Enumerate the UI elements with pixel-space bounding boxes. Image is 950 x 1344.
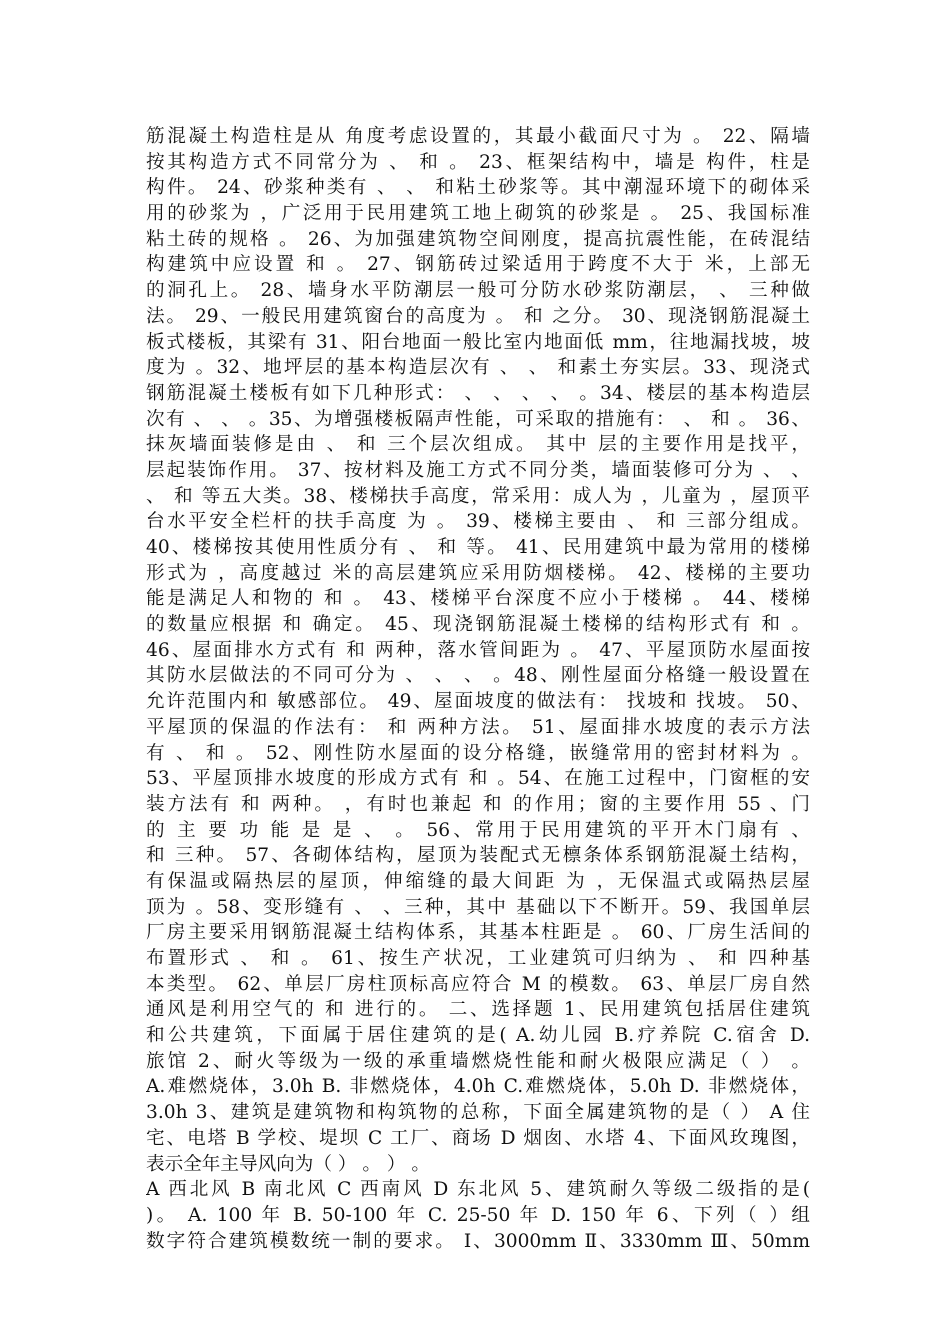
text-line: A 西北风 B 南北风 C 西南风 D 东北风 5、建筑耐久等级二级指的是( bbox=[146, 1179, 810, 1201]
text-line: 台水平安全栏杆的扶手高度 为 。 39、楼梯主要由 、 和 三部分组成。 bbox=[146, 511, 810, 533]
text-line: 构建筑中应设置 和 。 27、钢筋砖过梁适用于跨度不大于 米，上部无 bbox=[146, 254, 810, 276]
text-line: 宅、电塔 B 学校、堤坝 C 工厂、商场 D 烟囱、水塔 4、下面风玫瑰图， bbox=[146, 1127, 810, 1149]
text-line: 平屋顶的保温的作法有： 和 两种方法。 51、屋面排水坡度的表示方法 bbox=[146, 716, 810, 738]
text-line: 其防水层做法的不同可分为 、 、 、 。48、刚性屋面分格缝一般设置在 bbox=[146, 665, 810, 687]
text-line: 能是满足人和物的 和 。 43、楼梯平台深度不应小于楼梯 。 44、楼梯 bbox=[146, 588, 810, 610]
text-line: 板式楼板，其梁有 31、阳台地面一般比室内地面低 mm，往地漏找坡，坡 bbox=[146, 331, 810, 353]
text-line: 40、楼梯按其使用性质分有 、 和 等。 41、民用建筑中最为常用的楼梯 bbox=[146, 537, 810, 558]
text-line: 有 、 和 。 52、刚性防水屋面的设分格缝，嵌缝常用的密封材料为 。 bbox=[146, 742, 810, 764]
text-line: )。 A. 100 年 B. 50-100 年 C. 25-50 年 D. 150 年 6、下列（ ）组 bbox=[146, 1204, 810, 1226]
text-line: 抹灰墙面装修是由 、 和 三个层次组成。 其中 层的主要作用是找平， bbox=[146, 434, 810, 456]
text-line: 本类型。 62、单层厂房柱顶标高应符合 M 的模数。 63、单层厂房自然 bbox=[146, 973, 810, 995]
text-line: 旅馆 2、耐火等级为一级的承重墙燃烧性能和耐火极限应满足（ ） 。 bbox=[146, 1050, 810, 1072]
text-line: 层起装饰作用。 37、按材料及施工方式不同分类，墙面装修可分为 、 、 bbox=[146, 459, 810, 481]
document-body bbox=[146, 124, 810, 1254]
text-line: 装方法有 和 两种。 ，有时也兼起 和 的作用；窗的主要作用 55 、门 bbox=[146, 793, 810, 815]
text-line: 53、平屋顶排水坡度的形成方式有 和 。54、在施工过程中，门窗框的安 bbox=[146, 768, 810, 790]
text-line: 按其构造方式不同常分为 、 和 。 23、框架结构中，墙是 构件，柱是 bbox=[146, 151, 810, 173]
text-line: 的数量应根据 和 确定。 45、现浇钢筋混凝土楼梯的结构形式有 和 。 bbox=[146, 614, 810, 636]
text-line: 布置形式 、 和 。 61、按生产状况，工业建筑可归纳为 、 和 四种基 bbox=[146, 948, 810, 969]
text-line: 厂房主要采用钢筋混凝土结构体系，其基本柱距是 。 60、厂房生活间的 bbox=[146, 922, 810, 944]
text-line: 的洞孔上。 28、墙身水平防潮层一般可分防水砂浆防潮层， 、 三种做 bbox=[146, 280, 810, 302]
text-line: 钢筋混凝土楼板有如下几种形式： 、 、 、 、 。34、楼层的基本构造层 bbox=[146, 382, 810, 404]
text-line: A.难燃烧体，3.0h B. 非燃烧体，4.0h C.难燃烧体，5.0h D. 非燃烧体， bbox=[146, 1076, 810, 1098]
text-line: 顶为 。58、变形缝有 、 、三种，其中 基础以下不断开。59、我国单层 bbox=[146, 896, 810, 918]
text-line: 3.0h 3、建筑是建筑物和构筑物的总称，下面全属建筑物的是（ ） A 住 bbox=[146, 1102, 810, 1124]
text-line: 形式为 ，高度越过 米的高层建筑应采用防烟楼梯。 42、楼梯的主要功 bbox=[146, 562, 810, 584]
text-line: 次有 、 、 。35、为增强楼板隔声性能，可采取的措施有： 、 和 。 36、 bbox=[146, 408, 810, 430]
text-line: 用的砂浆为 ，广泛用于民用建筑工地上砌筑的砂浆是 。 25、我国标准 bbox=[146, 203, 810, 225]
text-line: 的 主 要 功 能 是 是 、 。 56、常用于民用建筑的平开木门扇有 、 bbox=[146, 819, 810, 841]
text-line: 有保温或隔热层的屋顶，伸缩缝的最大间距 为 ，无保温式或隔热层屋 bbox=[146, 870, 810, 892]
text-line: 筋混凝土构造柱是从 角度考虑设置的，其最小截面尺寸为 。 22、隔墙 bbox=[146, 126, 810, 147]
text-line: 表示全年主导风向为（ ） 。 ） 。 bbox=[146, 1153, 430, 1175]
text-line: 和 三种。 57、各砌体结构，屋顶为装配式无檩条体系钢筋混凝土结构， bbox=[146, 845, 810, 867]
text-line: 法。 29、一般民用建筑窗台的高度为 。 和 之分。 30、现浇钢筋混凝土 bbox=[146, 305, 810, 327]
text-line: 46、屋面排水方式有 和 两种，落水管间距为 。 47、平屋顶防水屋面按 bbox=[146, 639, 810, 661]
text-line: 通风是利用空气的 和 进行的。 二、选择题 1、民用建筑包括居住建筑 bbox=[146, 999, 810, 1021]
text-line: 数字符合建筑模数统一制的要求。 Ⅰ、3000mm Ⅱ、3330mm Ⅲ、50mm bbox=[146, 1230, 810, 1252]
text-line: 、 和 等五大类。38、楼梯扶手高度，常采用：成人为 ，儿童为 ，屋顶平 bbox=[146, 485, 810, 507]
text-line: 粘土砖的规格 。 26、为加强建筑物空间刚度，提高抗震性能，在砖混结 bbox=[146, 228, 810, 250]
text-line: 允许范围内和 敏感部位。 49、屋面坡度的做法有： 找坡和 找坡。 50、 bbox=[146, 691, 810, 713]
text-line: 度为 。32、地坪层的基本构造层次有 、 、 和素土夯实层。33、现浇式 bbox=[146, 357, 810, 379]
text-line: 和公共建筑，下面属于居住建筑的是( A.幼儿园 B.疗养院 C.宿舍 D. bbox=[146, 1025, 810, 1047]
text-line: 构件。 24、砂浆种类有 、 、 和粘土砂浆等。其中潮湿环境下的砌体采 bbox=[146, 177, 810, 199]
